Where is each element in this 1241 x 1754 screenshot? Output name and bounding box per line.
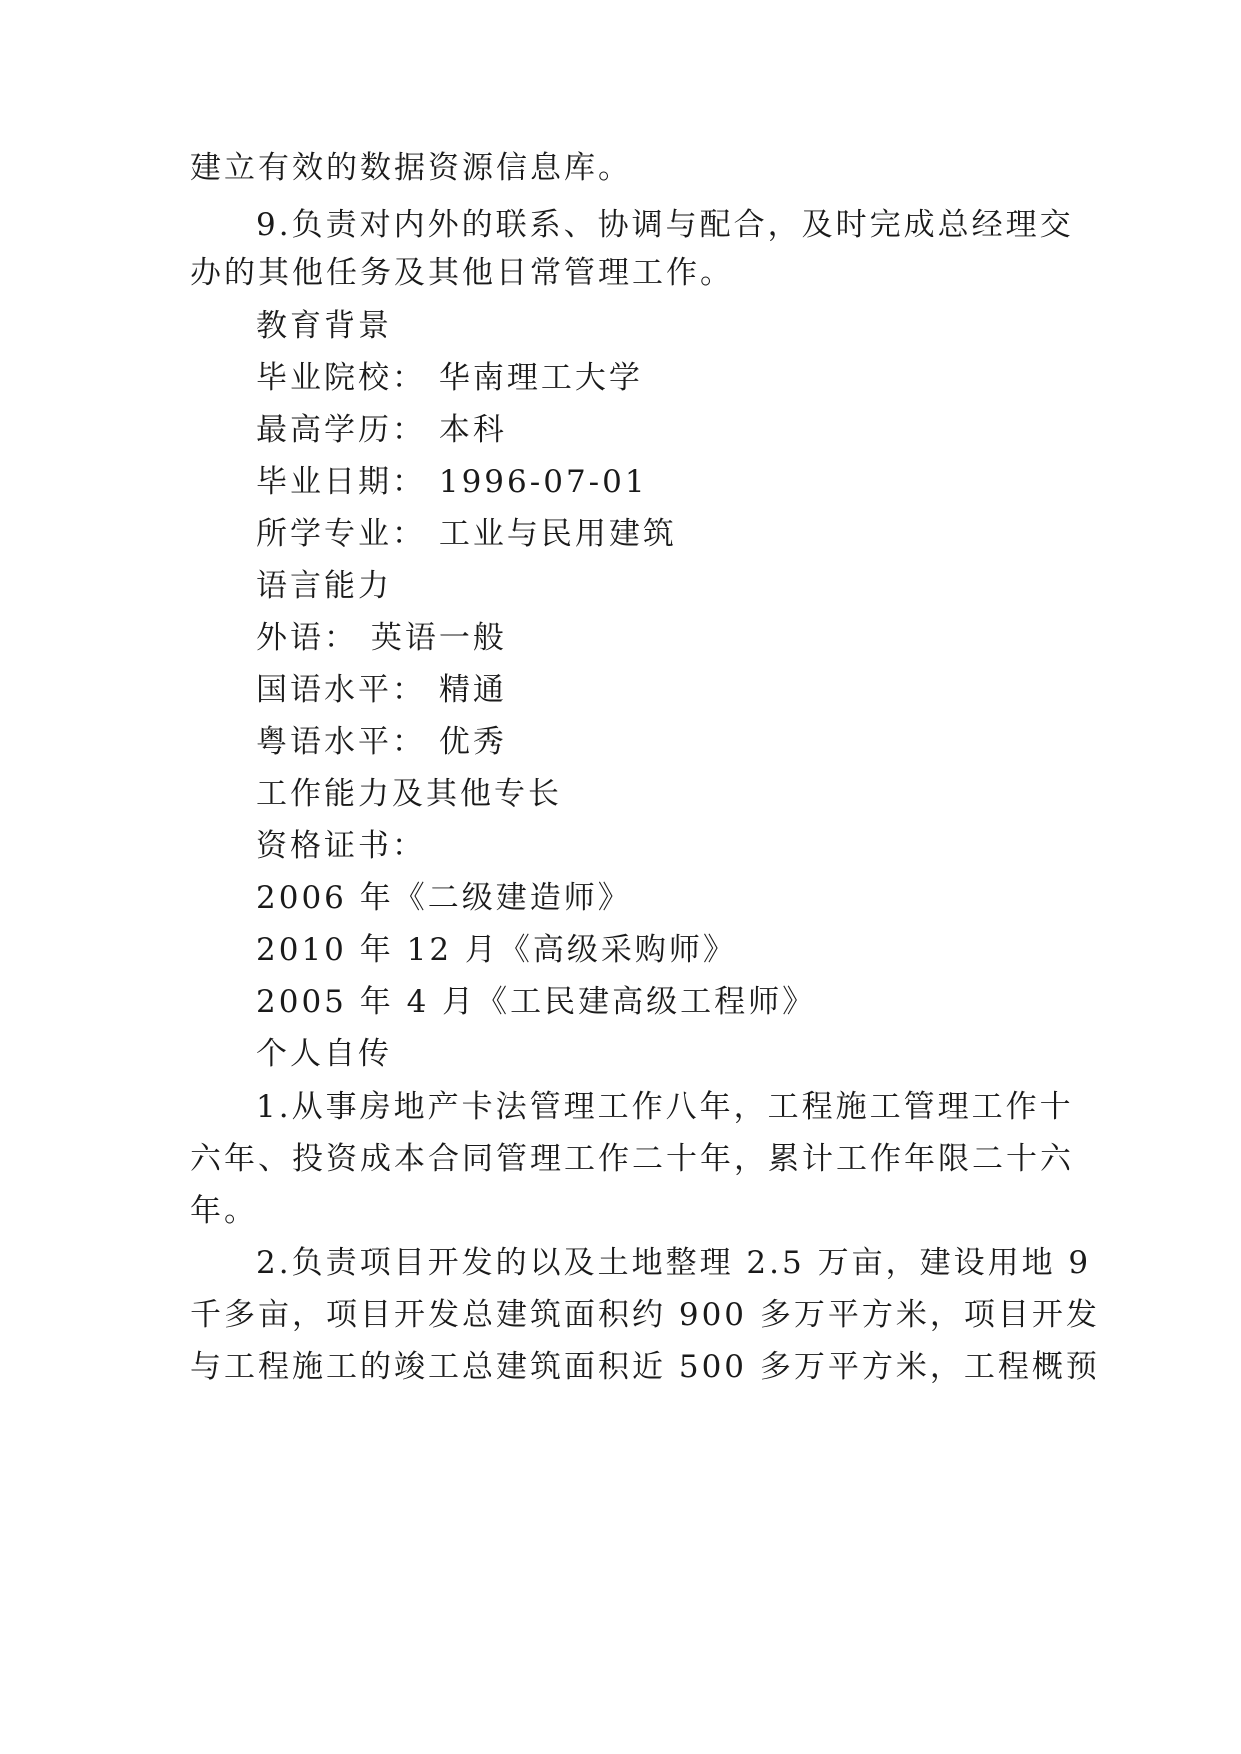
section-heading-skills: 工作能力及其他专长 bbox=[256, 776, 562, 812]
section-heading-education: 教育背景 bbox=[256, 308, 392, 344]
section-heading-self-intro: 个人自传 bbox=[256, 1036, 392, 1072]
paragraph-line: 年。 bbox=[190, 1193, 258, 1229]
section-heading-language: 语言能力 bbox=[256, 568, 392, 604]
field-highest-degree: 最高学历： 本科 bbox=[256, 412, 507, 448]
field-mandarin-level: 国语水平： 精通 bbox=[256, 672, 507, 708]
paragraph-line: 与工程施工的竣工总建筑面积近 500 多万平方米，工程概预 bbox=[190, 1349, 1100, 1385]
field-graduation-date: 毕业日期： 1996-07-01 bbox=[256, 464, 648, 500]
paragraph-line: 六年、投资成本合同管理工作二十年，累计工作年限二十六 bbox=[190, 1141, 1074, 1177]
paragraph-line: 1.从事房地产卡法管理工作八年，工程施工管理工作十 bbox=[256, 1089, 1074, 1125]
paragraph-line: 2.负责项目开发的以及土地整理 2.5 万亩，建设用地 9 bbox=[256, 1245, 1092, 1281]
certificate-item: 2005 年 4 月《工民建高级工程师》 bbox=[256, 984, 817, 1020]
paragraph-line: 千多亩，项目开发总建筑面积约 900 多万平方米，项目开发 bbox=[190, 1297, 1100, 1333]
field-certificates-label: 资格证书： bbox=[256, 828, 426, 864]
field-cantonese-level: 粤语水平： 优秀 bbox=[256, 724, 507, 760]
paragraph-line: 办的其他任务及其他日常管理工作。 bbox=[190, 255, 734, 291]
paragraph-line: 建立有效的数据资源信息库。 bbox=[190, 150, 632, 186]
field-graduate-school: 毕业院校： 华南理工大学 bbox=[256, 360, 643, 396]
field-major: 所学专业： 工业与民用建筑 bbox=[256, 516, 677, 552]
paragraph-line: 9.负责对内外的联系、协调与配合，及时完成总经理交 bbox=[256, 207, 1074, 243]
field-foreign-language: 外语： 英语一般 bbox=[256, 620, 507, 656]
certificate-item: 2010 年 12 月《高级采购师》 bbox=[256, 932, 737, 968]
certificate-item: 2006 年《二级建造师》 bbox=[256, 880, 632, 916]
